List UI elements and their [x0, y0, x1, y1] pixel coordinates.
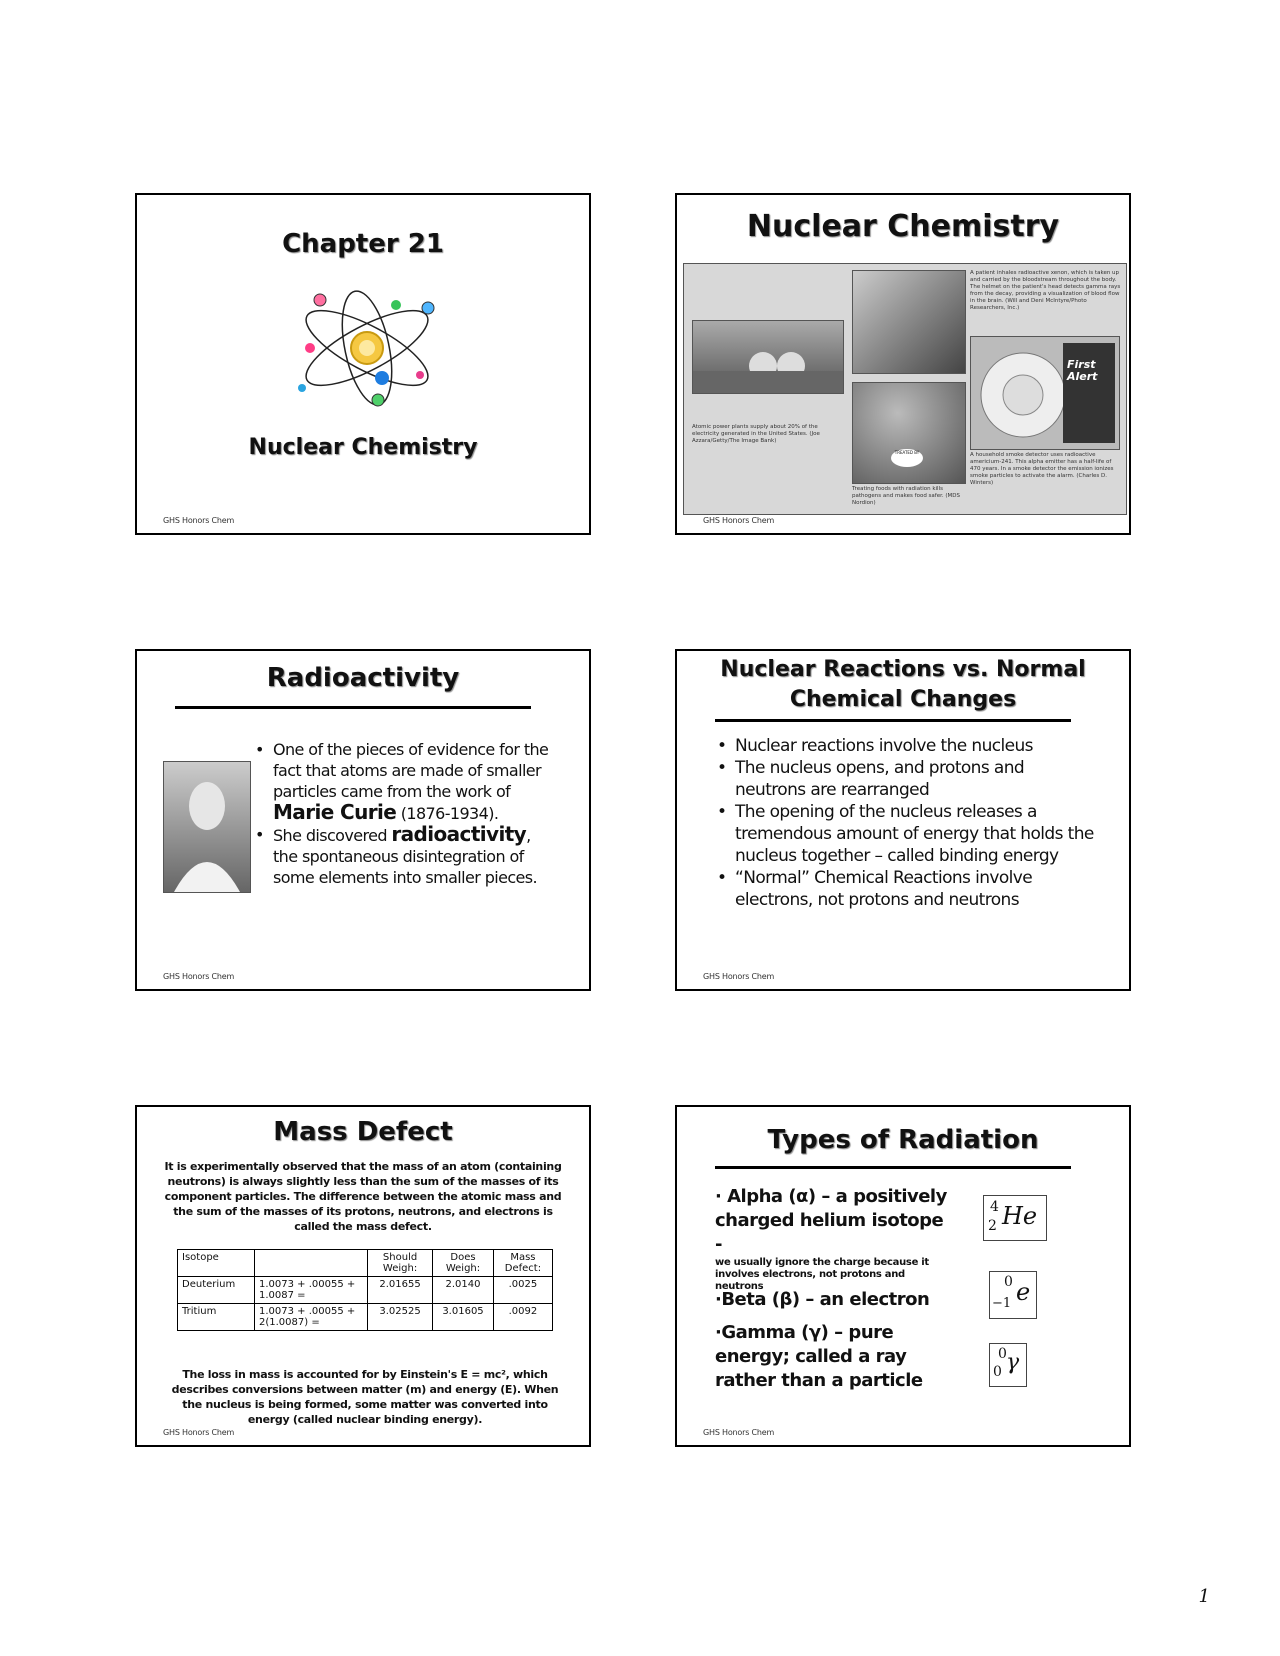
- power-plant-caption: Atomic power plants supply about 20% of the electricity generated in the United States. (Joe Azzara/Getty/The Image Bank): [692, 424, 820, 444]
- slide-footer: GHS Honors Chem: [163, 516, 235, 525]
- table-cell: .0092: [493, 1304, 552, 1331]
- bullet-text: (1876-1934).: [396, 804, 499, 823]
- table-cell: 3.02525: [368, 1304, 433, 1331]
- power-plant-photo: [692, 320, 844, 394]
- beta-text: ·Beta (β) – an electron: [715, 1289, 930, 1310]
- table-cell: 2.01655: [368, 1277, 433, 1304]
- slide-title: Chapter 21: [282, 229, 444, 259]
- table-cell: Deuterium: [178, 1277, 255, 1304]
- slide-footer: GHS Honors Chem: [163, 972, 235, 981]
- table-cell: .0025: [493, 1277, 552, 1304]
- patient-photo: [852, 270, 966, 374]
- alpha-text: · Alpha (α) – a positively charged helium isotope -: [715, 1186, 947, 1255]
- atomic-number: 0: [993, 1364, 1002, 1380]
- electron-symbol: e: [1016, 1278, 1031, 1306]
- food-photo: [852, 382, 966, 484]
- slide-footer: GHS Honors Chem: [703, 516, 775, 525]
- gamma-symbol-glyph: γ: [1006, 1350, 1020, 1375]
- bullet-text: She discovered: [273, 826, 392, 845]
- marie-curie-name: Marie Curie: [273, 800, 397, 824]
- page-number: 1: [1198, 1586, 1210, 1607]
- charge-number: −1: [992, 1296, 1012, 1311]
- title-underline: [175, 706, 531, 709]
- slide-mass-defect: [135, 1105, 591, 1447]
- slide-chapter-21: [135, 193, 591, 535]
- slide-footer: GHS Honors Chem: [703, 1428, 775, 1437]
- slide-nuclear-vs-normal: [675, 649, 1131, 991]
- mass-number: 0: [1004, 1274, 1013, 1290]
- bullet-text: , the spontaneous disintegration of some elements into smaller pieces.: [273, 826, 538, 887]
- marie-curie-portrait: [163, 761, 251, 893]
- bullet-item: • The opening of the nucleus releases a tremendous amount of energy that holds the nucleus together – called binding energy: [717, 801, 1097, 867]
- table-header: Should Weigh:: [368, 1250, 433, 1277]
- bullet-marie-curie: [255, 739, 555, 824]
- bullet-item: • Nuclear reactions involve the nucleus: [717, 735, 1097, 757]
- bullet-radioactivity: [255, 824, 555, 888]
- first-alert-label: First Alert: [1067, 358, 1098, 383]
- bullet-item: • “Normal” Chemical Reactions involve electrons, not protons and neutrons: [717, 867, 1097, 911]
- smoke-detector-photo: [970, 336, 1120, 450]
- slide-title: Types of Radiation: [767, 1125, 1039, 1155]
- patient-caption: A patient inhales radioactive xenon, which is taken up and carried by the bloodstream throughout the body. The helmet on the patient's head detects gamma rays from the decay, providing a visualization of blood flow in the brain. (Will and Deni McIntyre/Photo Researchers, Inc.): [970, 270, 1121, 311]
- mass-number: 0: [998, 1346, 1007, 1362]
- mass-number: 4: [990, 1199, 999, 1215]
- slide-types-of-radiation: [675, 1105, 1131, 1447]
- table-cell: 1.0073 + .00055 + 2(1.0087) =: [255, 1304, 368, 1331]
- table-header: [255, 1250, 368, 1277]
- title-underline: [715, 719, 1071, 722]
- slide-radioactivity: [135, 649, 591, 991]
- table-cell: Tritium: [178, 1304, 255, 1331]
- bullet-item: • The nucleus opens, and protons and neutrons are rearranged: [717, 757, 1097, 801]
- table-header: Mass Defect:: [493, 1250, 552, 1277]
- slide-subtitle: Nuclear Chemistry: [248, 435, 478, 460]
- smoke-detector-caption: A household smoke detector uses radioactive americium-241. This alpha emitter has a half-life of 470 years. In a smoke detector the emission ionizes smoke particles to activate the alarm. (Charles D. Winters): [970, 452, 1114, 486]
- table-header: Isotope: [178, 1250, 255, 1277]
- treated-label: TREATED BY: [891, 449, 923, 467]
- radioactivity-bullets: [255, 739, 555, 888]
- slide-footer: GHS Honors Chem: [703, 972, 775, 981]
- mass-defect-table: [177, 1249, 553, 1331]
- table-cell: 3.01605: [433, 1304, 494, 1331]
- table-row: [178, 1277, 553, 1304]
- alpha-item: [715, 1185, 955, 1293]
- gamma-text: ·Gamma (γ) – pure energy; called a ray rather than a particle: [715, 1322, 923, 1391]
- alpha-symbol: [983, 1195, 1047, 1241]
- beta-symbol: [989, 1271, 1037, 1319]
- food-caption: Treating foods with radiation kills pathogens and makes food safer. (MDS Nordion): [852, 486, 960, 506]
- slide-title: Nuclear Chemistry: [746, 209, 1060, 244]
- atomic-number: 2: [988, 1218, 997, 1234]
- slide-nuclear-chemistry-images: [675, 193, 1131, 535]
- slide-title: Radioactivity: [266, 663, 460, 693]
- gamma-symbol: [989, 1343, 1027, 1387]
- table-row: [178, 1304, 553, 1331]
- table-header: Does Weigh:: [433, 1250, 494, 1277]
- image-collage: [683, 263, 1127, 515]
- table-cell: 2.0140: [433, 1277, 494, 1304]
- bullet-text: One of the pieces of evidence for the fact that atoms are made of smaller particles came from the work of: [273, 740, 549, 801]
- element-symbol: He: [1002, 1202, 1038, 1230]
- slide-title: Nuclear Reactions vs. Normal Chemical Changes: [720, 657, 1086, 712]
- table-header-row: [178, 1250, 553, 1277]
- alpha-note: we usually ignore the charge because it involves electrons, not protons and neutrons: [715, 1257, 929, 1292]
- comparison-bullets: [717, 735, 1097, 911]
- radioactivity-term: radioactivity: [391, 822, 527, 846]
- mass-defect-outro: The loss in mass is accounted for by Einstein's E = mc², which describes conversions between matter (m) and energy (E). When the nucleus is being formed, some matter was converted into energy (called nuclear binding energy).: [171, 1368, 559, 1426]
- table-cell: 1.0073 + .00055 + 1.0087 =: [255, 1277, 368, 1304]
- title-underline: [715, 1166, 1071, 1169]
- slide-footer: GHS Honors Chem: [163, 1428, 235, 1437]
- atom-icon: [292, 290, 442, 408]
- mass-defect-intro: It is experimentally observed that the mass of an atom (containing neutrons) is always slightly less than the sum of the masses of its component particles. The difference between the atomic mass and the sum of the masses of its protons, neutrons, and electrons is called the mass defect.: [164, 1160, 562, 1233]
- slide-title: Mass Defect: [273, 1117, 453, 1147]
